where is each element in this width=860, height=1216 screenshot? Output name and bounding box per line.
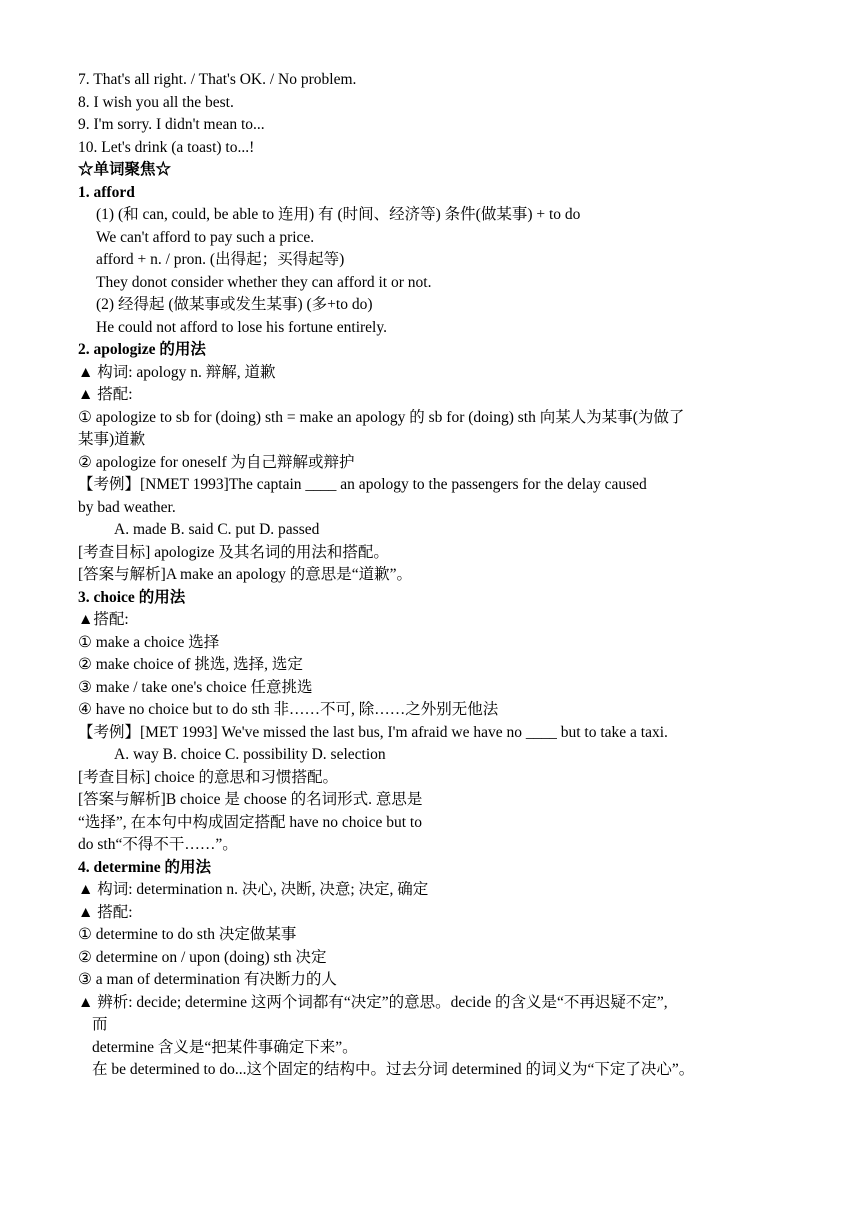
choice-collocation-1: ① make a choice 选择: [78, 634, 220, 651]
afford-example-1: We can't afford to pay such a price.: [96, 229, 315, 246]
heading-determine: 4. determine 的用法: [78, 859, 212, 876]
determine-discrimination: ▲ 辨析: decide; determine 这两个词都有“决定”的意思。decide 的含义是“不再迟疑不定”,: [78, 994, 668, 1011]
choice-exam-answer-cont-2: do sth“不得不干……”。: [78, 836, 238, 853]
choice-collocation-3: ③ make / take one's choice 任意挑选: [78, 679, 313, 696]
determine-collocation-label: ▲ 搭配:: [78, 904, 133, 921]
determine-discrimination-cont-2: determine 含义是“把某件事确定下来”。: [92, 1039, 358, 1056]
phrase-9: 9. I'm sorry. I didn't mean to...: [78, 116, 265, 133]
heading-afford: 1. afford: [78, 184, 135, 201]
determine-word-formation: ▲ 构词: determination n. 决心, 决断, 决意; 决定, 确定: [78, 881, 429, 898]
determine-collocation-1: ① determine to do sth 决定做某事: [78, 926, 297, 943]
afford-example-3: He could not afford to lose his fortune entirely.: [96, 319, 387, 336]
determine-discrimination-cont-3: 在 be determined to do...这个固定的结构中。过去分词 determined 的词义为“下定了决心”。: [92, 1061, 695, 1078]
phrase-7: 7. That's all right. / That's OK. / No problem.: [78, 71, 357, 88]
section-title-word-focus: ☆单词聚焦☆: [78, 161, 172, 178]
choice-exam-answer: [答案与解析]B choice 是 choose 的名词形式. 意思是: [78, 791, 423, 808]
heading-choice: 3. choice 的用法: [78, 589, 186, 606]
determine-collocation-2: ② determine on / upon (doing) sth 决定: [78, 949, 327, 966]
determine-collocation-3: ③ a man of determination 有决断力的人: [78, 971, 337, 988]
apologize-collocation-label: ▲ 搭配:: [78, 386, 133, 403]
apologize-collocation-2: ② apologize for oneself 为自己辩解或辩护: [78, 454, 355, 471]
afford-pattern: afford + n. / pron. (出得起；买得起等): [96, 251, 345, 268]
apologize-exam-options: A. made B. said C. put D. passed: [114, 521, 320, 538]
determine-discrimination-cont-1: 而: [92, 1016, 108, 1033]
choice-exam-question: 【考例】[MET 1993] We've missed the last bus, I'm afraid we have no ____ but to take a taxi.: [78, 724, 668, 741]
choice-collocation-label: ▲搭配:: [78, 611, 129, 628]
choice-exam-options: A. way B. choice C. possibility D. selection: [114, 746, 386, 763]
choice-collocation-4: ④ have no choice but to do sth 非……不可, 除……之外别无他法: [78, 701, 499, 718]
afford-sense-2: (2) 经得起 (做某事或发生某事) (多+to do): [96, 296, 373, 313]
apologize-collocation-1-cont: 某事)道歉: [78, 431, 146, 448]
apologize-exam-question-cont: by bad weather.: [78, 499, 176, 516]
apologize-collocation-1: ① apologize to sb for (doing) sth = make an apology 的 sb for (doing) sth 向某人为某事(为做了: [78, 409, 685, 426]
phrase-10: 10. Let's drink (a toast) to...!: [78, 139, 255, 156]
heading-apologize: 2. apologize 的用法: [78, 341, 206, 358]
phrase-8: 8. I wish you all the best.: [78, 94, 234, 111]
choice-exam-goal: [考查目标] choice 的意思和习惯搭配。: [78, 769, 339, 786]
afford-sense-1: (1) (和 can, could, be able to 连用) 有 (时间、经济等) 条件(做某事) + to do: [96, 206, 581, 223]
apologize-exam-goal: [考查目标] apologize 及其名词的用法和搭配。: [78, 544, 389, 561]
choice-collocation-2: ② make choice of 挑选, 选择, 选定: [78, 656, 303, 673]
choice-exam-answer-cont-1: “选择”, 在本句中构成固定搭配 have no choice but to: [78, 814, 422, 831]
apologize-exam-answer: [答案与解析]A make an apology 的意思是“道歉”。: [78, 566, 413, 583]
apologize-exam-question: 【考例】[NMET 1993]The captain ____ an apology to the passengers for the delay caused: [78, 476, 647, 493]
apologize-word-formation: ▲ 构词: apology n. 辩解, 道歉: [78, 364, 276, 381]
afford-example-2: They donot consider whether they can afford it or not.: [96, 274, 432, 291]
